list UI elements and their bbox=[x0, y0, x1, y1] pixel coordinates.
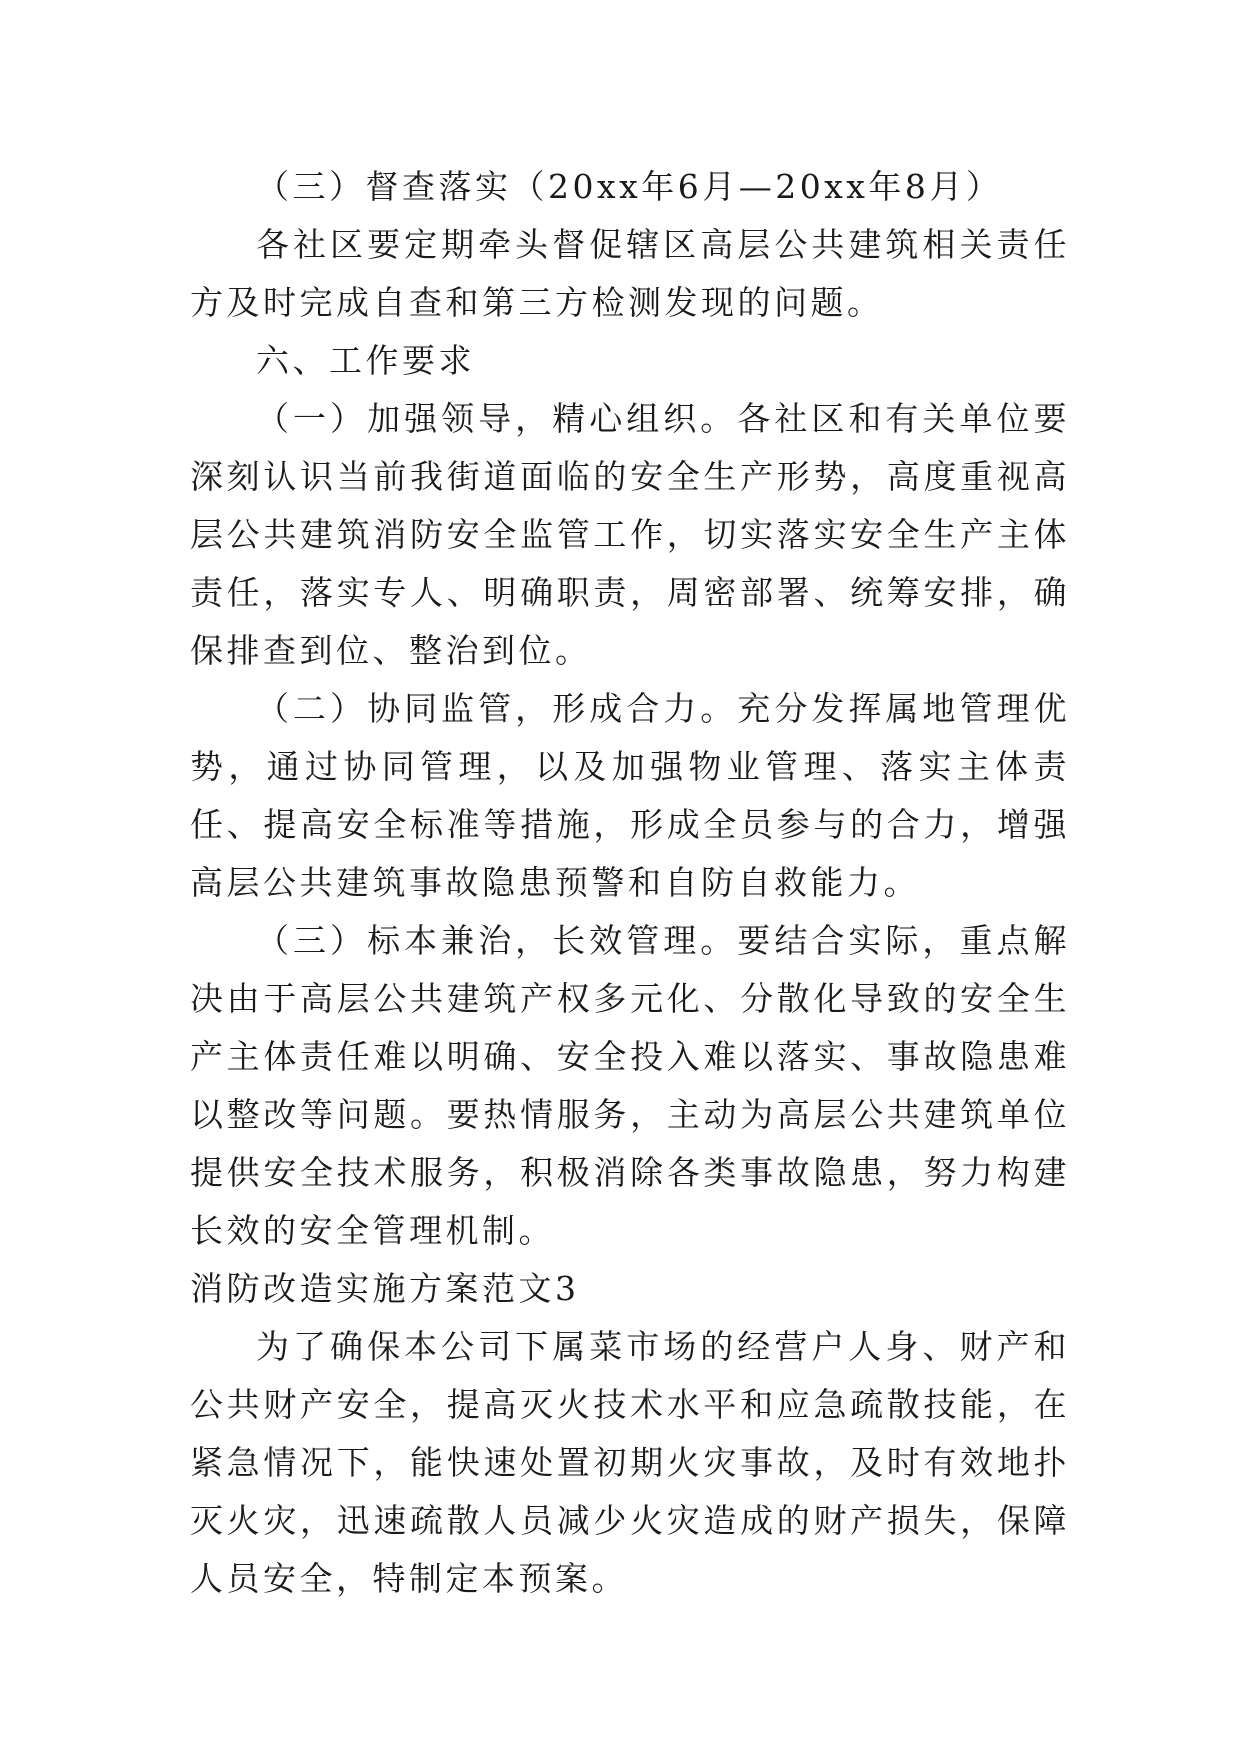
body-paragraph-long-term-management: （三）标本兼治，长效管理。要结合实际，重点解决由于高层公共建筑产权多元化、分散化导致的安全生产主体责任难以明确、安全投入难以落实、事故隐患难以整改等问题。要热情服务，主动为高层公共建筑单位提供安全技术服务，积极消除各类事故隐患，努力构建长效的安全管理机制。 bbox=[190, 921, 1070, 1250]
body-paragraph-coordination: （二）协同监管，形成合力。充分发挥属地管理优势，通过协同管理，以及加强物业管理、落实主体责任、提高安全标准等措施，形成全员参与的合力，增强高层公共建筑事故隐患预警和自防自救能力。 bbox=[190, 689, 1070, 902]
document-body bbox=[190, 158, 1070, 1608]
body-paragraph-leadership: （一）加强领导，精心组织。各社区和有关单位要深刻认识当前我街道面临的安全生产形势，高度重视高层公共建筑消防安全监管工作，切实落实安全生产主体责任，落实专人、明确职责，周密部署、统筹安排，确保排查到位、整治到位。 bbox=[190, 399, 1070, 670]
body-paragraph-community-supervision: 各社区要定期牵头督促辖区高层公共建筑相关责任方及时完成自查和第三方检测发现的问题。 bbox=[190, 225, 1070, 322]
document-title-sample-3: 消防改造实施方案范文3 bbox=[190, 1269, 580, 1308]
body-paragraph-purpose: 为了确保本公司下属菜市场的经营户人身、财产和公共财产安全，提高灭火技术水平和应急疏散技能，在紧急情况下，能快速处置初期火灾事故，及时有效地扑灭火灾，迅速疏散人员减少火灾造成的财产损失，保障人员安全，特制定本预案。 bbox=[190, 1327, 1070, 1598]
subsection-heading-supervision: （三）督查落实（20xx年6月—20xx年8月） bbox=[256, 167, 1003, 206]
section-heading-work-requirements: 六、工作要求 bbox=[256, 341, 475, 380]
